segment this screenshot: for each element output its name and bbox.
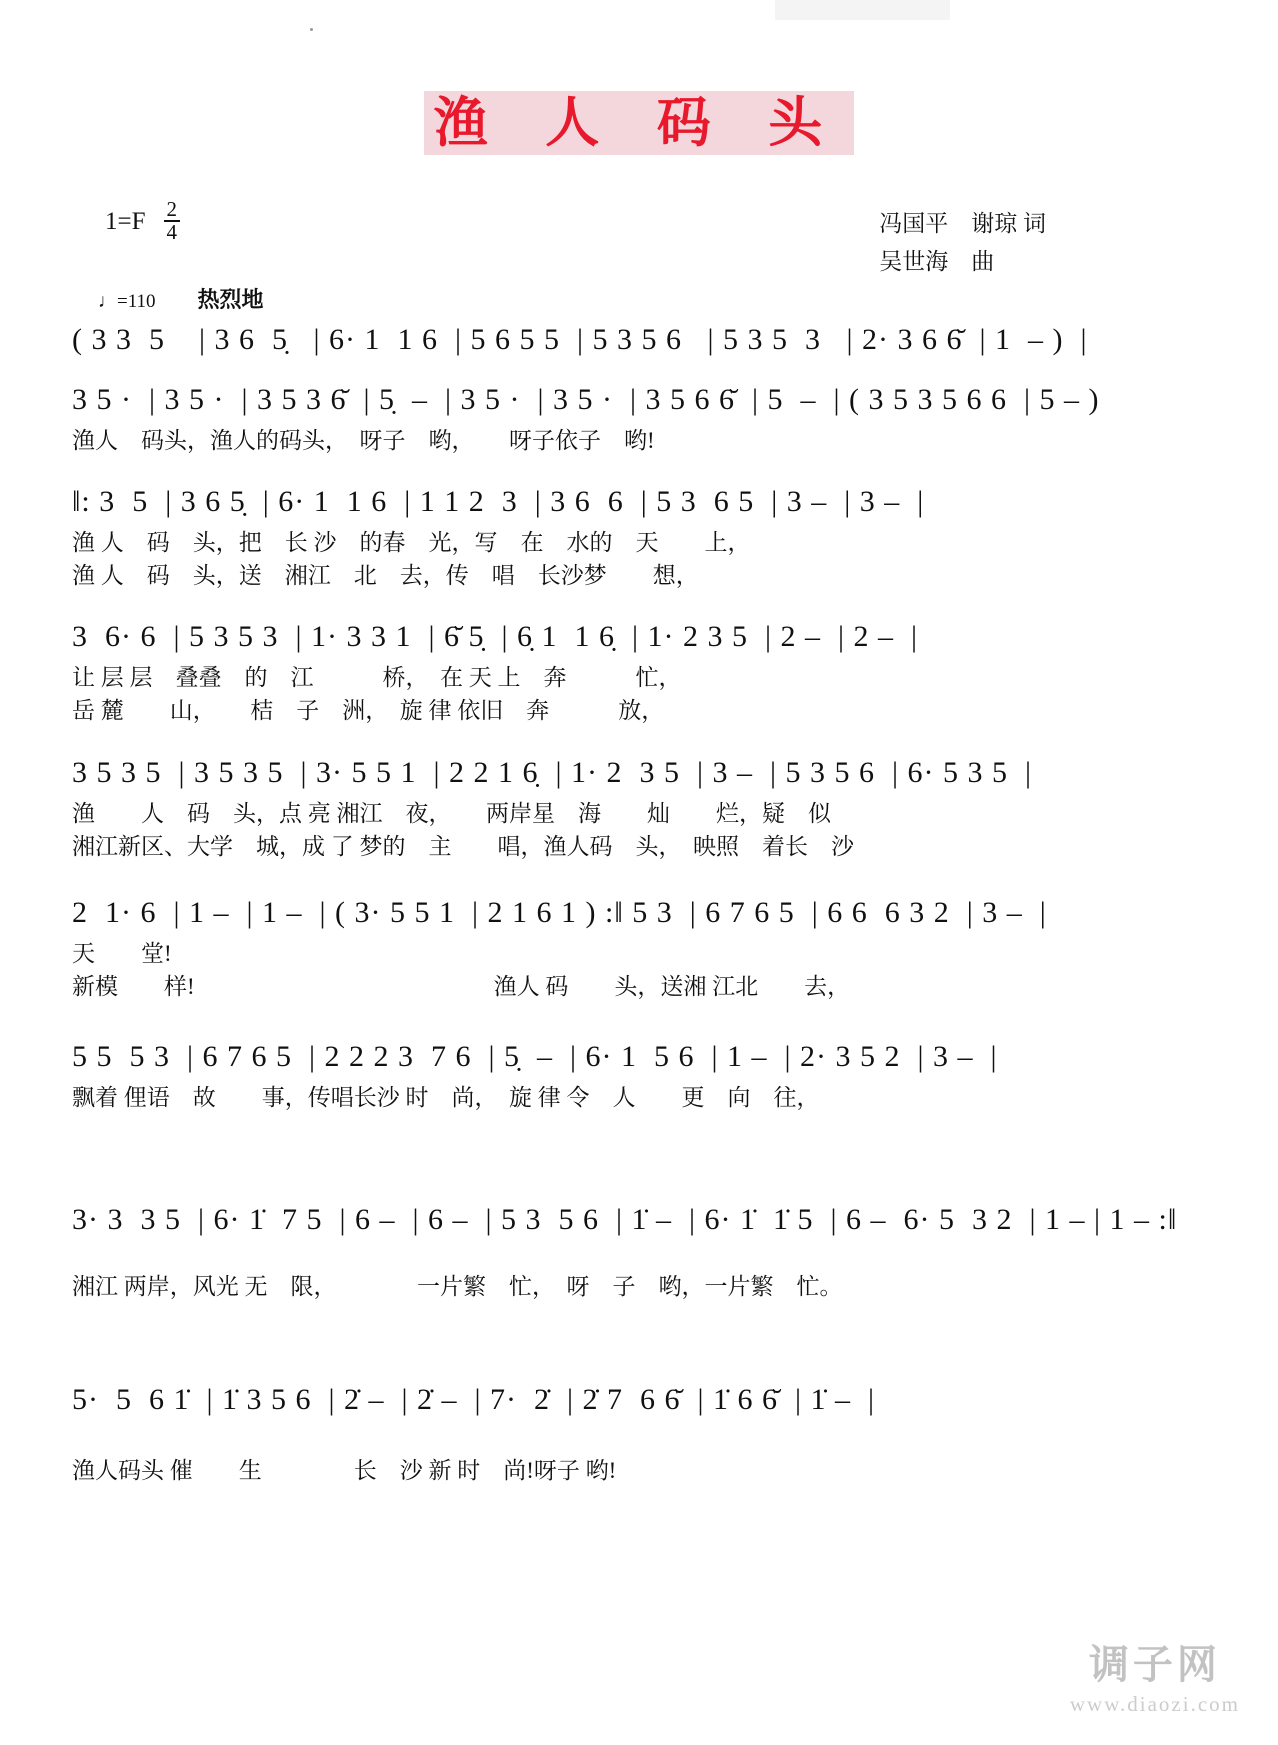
time-signature-denominator: 4 (166, 220, 178, 244)
watermark-site-url: www.diaozi.com (1069, 1692, 1240, 1716)
time-signature (164, 199, 181, 243)
notation-line: 3 5 · | 3 5 · | 3 5 3 6̆ | 5̣ – | 3 5 · | 3 5 · | 3 5 6 6̆ | 5 – | ( 3 5 3 5 6 6 | 5 – ) (72, 383, 1100, 416)
music-system-5 (72, 758, 1082, 862)
key-signature: 1=F (105, 208, 146, 235)
notation-line: ‖: 3 5 | 3 6 5̣ | 6· 1 1 6 | 1 1 2 3 | 3 6 6 | 5 3 6 5 | 3 – | 3 – | (72, 485, 925, 518)
site-watermark (1070, 1633, 1240, 1717)
notation-line: ( 3 3 5 | 3 6 5̣ | 6· 1 1 6 | 5 6 5 5 | 5 3 5 6 | 5 3 5 3 | 2· 3 6 6̆ | 1 – ) | (72, 323, 1088, 356)
notation-line: 5· 5 6 1̇ | 1̇ 3 5 6 | 2̇ – | 2̇ – | 7· 2̇ | 2̇ 7 6 6̆ | 1̇ 6 6̆ | 1̇ – | (72, 1383, 876, 1416)
tempo-row (98, 283, 264, 314)
music-system-7 (72, 1042, 1082, 1113)
composer-credit: 吴世海 曲 (879, 248, 995, 274)
lyric-line: 飘着 俚语 故 事，传唱长沙 时 尚， 旋 律 令 人 更 向 往， (72, 1085, 820, 1110)
expression-marking: 热烈地 (197, 287, 264, 312)
tempo-marking: ♩=110 (98, 291, 156, 312)
music-system-3 (72, 487, 1082, 591)
music-system-6 (72, 898, 1082, 1002)
notation-line: 3 5 3 5 | 3 5 3 5 | 3· 5 5 1 | 2 2 1 6̣ | 1· 2 3 5 | 3 – | 5 3 5 6 | 6· 5 3 5 | (72, 756, 1033, 789)
page-title-text: 渔 人 码 头 (424, 91, 855, 155)
music-system-1 (72, 323, 1088, 356)
lyric-line: 天 堂! (72, 941, 172, 966)
lyric-line: 岳 麓 山， 桔 子 洲， 旋 律 依旧 奔 放， (72, 698, 665, 724)
lyric-line: 湘江新区、大学 城，成 了 梦的 主 唱，渔人码 头， 映照 着长 沙 (72, 834, 854, 860)
notation-line: 5 5 5 3 | 6 7 6 5 | 2 2 2 3 7 6 | 5̣ – | 6· 1 5 6 | 1 – | 2· 3 5 2 | 3 – | (72, 1040, 998, 1073)
notation-line: 2 1· 6 | 1 – | 1 – | ( 3· 5 5 1 | 2 1 6 1 ) :‖ 5 3 | 6 7 6 5 | 6 6 6 3 2 | 3 – | (72, 896, 1047, 929)
lyric-line: 新模 样! 渔人 码 头，送湘 江北 去， (72, 974, 851, 1000)
lyric-line: 渔人码头 催 生 长 沙 新 时 尚!呀子 哟! (72, 1458, 617, 1483)
lyric-line: 渔 人 码 头，送 湘江 北 去，传 唱 长沙梦 想， (72, 563, 699, 589)
lyric-line: 渔 人 码 头，点 亮 湘江 夜， 两岸星 海 灿 烂，疑 似 (72, 801, 831, 826)
credits (879, 205, 1046, 281)
lyric-line: 渔人 码头，渔人的码头， 呀子 哟， 呀子依子 哟! (72, 428, 655, 453)
key-and-meter (105, 197, 180, 244)
music-system-4 (72, 622, 1082, 726)
watermark-site-name: 调子网 (1088, 1642, 1221, 1687)
notation-line: 3· 3 3 5 | 6· 1̇ 7 5 | 6 – | 6 – | 5 3 5 6 | 1̇ – | 6· 1̇ 1̇ 5 | 6 – 6· 5 3 2 | 1 – | 1 – :‖ (72, 1203, 1178, 1236)
page-title (0, 80, 1278, 157)
lyric-line: 让 层 层 叠叠 的 江 桥， 在 天 上 奔 忙， (72, 665, 682, 690)
music-system-2 (72, 383, 1100, 456)
page-top-band (775, 0, 950, 20)
notation-line: 3 6· 6 | 5 3 5 3 | 1· 3 3 1 | 6̆ 5̣ | 6̣ 1 1 6̣ | 1· 2 3 5 | 2 – | 2 – | (72, 620, 919, 653)
lyric-line: 湘江 两岸，风光 无 限， 一片繁 忙， 呀 子 哟，一片繁 忙。 (72, 1274, 843, 1299)
page-top-dot (310, 28, 313, 31)
lyric-line: 渔 人 码 头，把 长 沙 的春 光，写 在 水的 天 上， (72, 530, 751, 555)
music-system-9 (72, 1385, 1082, 1486)
time-signature-numerator: 2 (164, 199, 181, 222)
music-system-8 (72, 1203, 1178, 1302)
lyricist-credit: 冯国平 谢琼 词 (879, 211, 1046, 236)
